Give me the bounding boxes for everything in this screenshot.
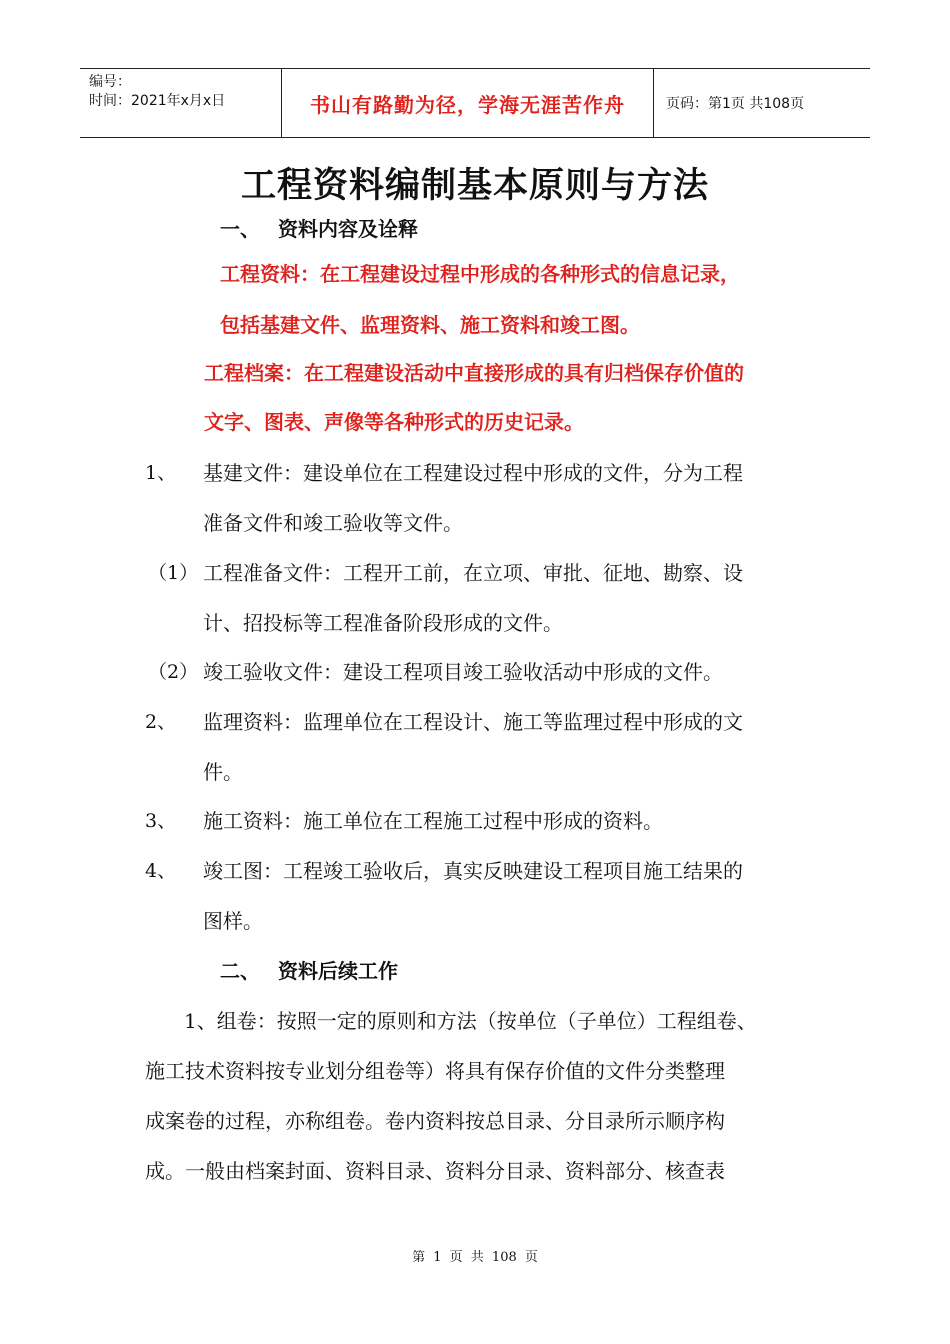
item1-number: 1、: [145, 462, 177, 484]
def1-line1: 工程资料：在工程建设过程中形成的各种形式的信息记录，: [220, 262, 740, 286]
def2-line2: 文字、图表、声像等各种形式的历史记录。: [204, 410, 584, 434]
page-footer: 第 1 页 共 108 页: [412, 1250, 538, 1265]
item1b-line1: 竣工验收文件：建设工程项目竣工验收活动中形成的文件。: [203, 660, 723, 684]
item1-line1: 基建文件：建设单位在工程建设过程中形成的文件，分为工程: [203, 461, 743, 485]
section1-number: 一、: [220, 217, 260, 241]
motto: 书山有路勤为径，学海无涯苦作舟: [310, 92, 625, 117]
header-table: [80, 68, 870, 138]
item1b-number: （2）: [148, 661, 199, 683]
para-line2: 施工技术资料按专业划分组卷等）将具有保存价值的文件分类整理: [145, 1059, 725, 1083]
number-label: 编号：: [89, 74, 131, 90]
document-title: 工程资料编制基本原则与方法: [240, 166, 709, 206]
section2-number: 二、: [220, 959, 260, 983]
def2-line1: 工程档案：在工程建设活动中直接形成的具有归档保存价值的: [204, 361, 744, 385]
item2-line1: 监理资料：监理单位在工程设计、施工等监理过程中形成的文: [203, 710, 743, 734]
para-line3: 成案卷的过程，亦称组卷。卷内资料按总目录、分目录所示顺序构: [145, 1109, 725, 1133]
item3-line1: 施工资料：施工单位在工程施工过程中形成的资料。: [203, 809, 663, 833]
page-info: 页码：第1页 共108页: [666, 96, 805, 112]
def1-line2: 包括基建文件、监理资料、施工资料和竣工图。: [220, 313, 640, 337]
item4-number: 4、: [145, 860, 177, 882]
section1-heading: 资料内容及诠释: [278, 217, 418, 241]
header-motto-cell: [282, 69, 654, 137]
para-line1: 1、组卷：按照一定的原则和方法（按单位（子单位）工程组卷、: [184, 1009, 757, 1033]
item1-line2: 准备文件和竣工验收等文件。: [203, 511, 463, 535]
item4-line2: 图样。: [203, 909, 263, 933]
section2-heading: 资料后续工作: [278, 959, 398, 983]
header-page-cell: [654, 69, 870, 137]
item3-number: 3、: [145, 810, 177, 832]
item2-line2: 件。: [203, 760, 243, 784]
item1a-line2: 计、招投标等工程准备阶段形成的文件。: [203, 611, 563, 635]
item1a-line1: 工程准备文件：工程开工前，在立项、审批、征地、勘察、设: [203, 561, 743, 585]
para-line4: 成。一般由档案封面、资料目录、资料分目录、资料部分、核查表: [145, 1159, 725, 1183]
time-label: 时间：2021年x月x日: [89, 93, 226, 109]
item4-line1: 竣工图：工程竣工验收后，真实反映建设工程项目施工结果的: [203, 859, 743, 883]
item1a-number: （1）: [148, 562, 199, 584]
item2-number: 2、: [145, 711, 177, 733]
header-left-cell: [80, 69, 282, 137]
